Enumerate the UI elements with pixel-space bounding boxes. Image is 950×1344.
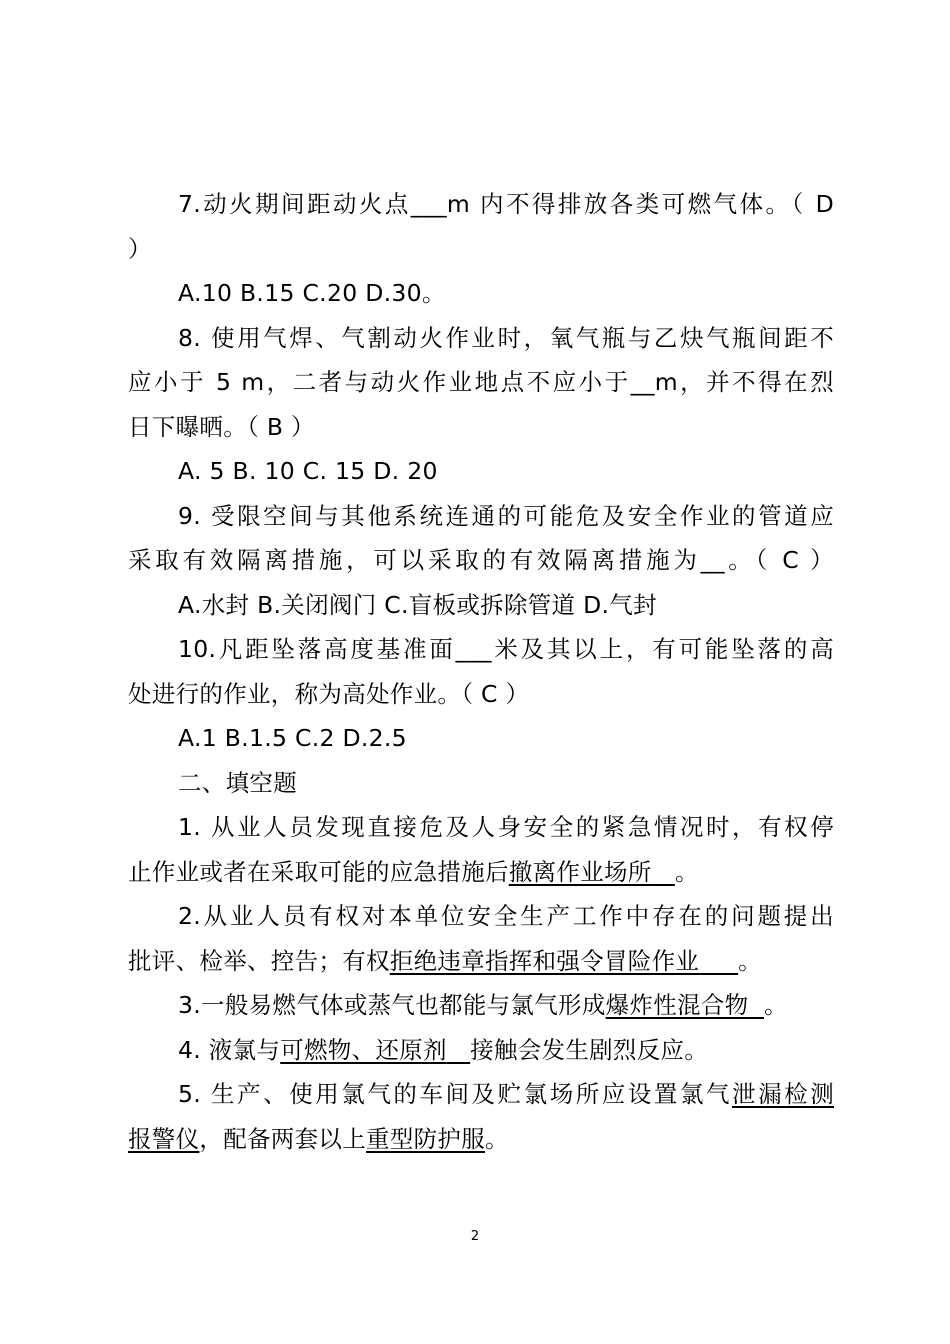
fill-5-answer-2: 重型防护服 [366, 1125, 486, 1153]
fill-5-text: 5. 生产、使用氯气的车间及贮氯场所应设置氯气 [178, 1080, 733, 1108]
fill-2-text: 批评、检举、控告；有权 [128, 947, 390, 975]
question-10-options: A.1 B.1.5 C.2 D.2.5 [178, 724, 407, 752]
fill-3-line: 3.一般易燃气体或蒸气也都能与氯气形成爆炸性混合物 。 [178, 991, 788, 1019]
fill-3-answer: 爆炸性混合物 [605, 991, 749, 1019]
question-8-line-1: 8. 使用气焊、气割动火作业时，氧气瓶与乙炔气瓶间距不 [178, 324, 834, 352]
fill-4-line: 4. 液氯与可燃物、还原剂 接触会发生剧烈反应。 [178, 1036, 709, 1064]
question-9-line-2: 采取有效隔离措施，可以采取的有效隔离措施为__。（ C ） [128, 546, 834, 574]
page-number: 2 [470, 1229, 480, 1244]
fill-2-line-1: 2.从业人员有权对本单位安全生产工作中存在的问题提出 [178, 902, 834, 930]
question-8-line-3: 日下曝晒。（ B ） [128, 413, 315, 441]
question-8-line-2: 应小于 5 m，二者与动火作业地点不应小于__m，并不得在烈 [128, 368, 834, 396]
question-7-line-2: ） [128, 235, 152, 263]
fill-4-text: 4. 液氯与 [178, 1036, 281, 1064]
fill-1-line-1: 1. 从业人员发现直接危及人身安全的紧急情况时，有权停 [178, 813, 834, 841]
fill-2-line-2: 批评、检举、控告；有权拒绝违章指挥和强令冒险作业 。 [128, 947, 762, 975]
section-heading: 二、填空题 [178, 769, 297, 797]
fill-5-answer-1b: 报警仪 [128, 1125, 200, 1153]
fill-5-text-2: ，配备两套以上 [199, 1125, 367, 1153]
fill-1-line-2: 止作业或者在采取可能的应急措施后撤离作业场所 。 [128, 858, 699, 886]
fill-5-answer-1a: 泄漏检测 [732, 1080, 834, 1108]
question-9-options: A.水封 B.关闭阀门 C.盲板或拆除管道 D.气封 [178, 591, 657, 619]
fill-5-line-2: 报警仪，配备两套以上重型防护服。 [128, 1125, 509, 1153]
question-10-line-1: 10.凡距坠落高度基准面___米及其以上，有可能坠落的高 [178, 635, 834, 663]
question-7-line-1: 7.动火期间距动火点___m 内不得排放各类可燃气体。（ D [178, 190, 834, 218]
question-9-line-1: 9. 受限空间与其他系统连通的可能危及安全作业的管道应 [178, 502, 834, 530]
question-10-line-2: 处进行的作业，称为高处作业。（ C ） [128, 680, 530, 708]
fill-2-answer: 拒绝违章指挥和强令冒险作业 [389, 947, 700, 975]
question-7-options: A.10 B.15 C.20 D.30。 [178, 279, 446, 307]
fill-3-text: 3.一般易燃气体或蒸气也都能与氯气形成 [178, 991, 606, 1019]
fill-5-line-1 [178, 1078, 834, 1110]
question-8-options: A. 5 B. 10 C. 15 D. 20 [178, 457, 438, 485]
fill-1-answer: 撤离作业场所 [508, 858, 652, 886]
fill-4-answer: 可燃物、还原剂 [280, 1036, 447, 1064]
fill-1-text: 止作业或者在采取可能的应急措施后 [128, 858, 509, 886]
